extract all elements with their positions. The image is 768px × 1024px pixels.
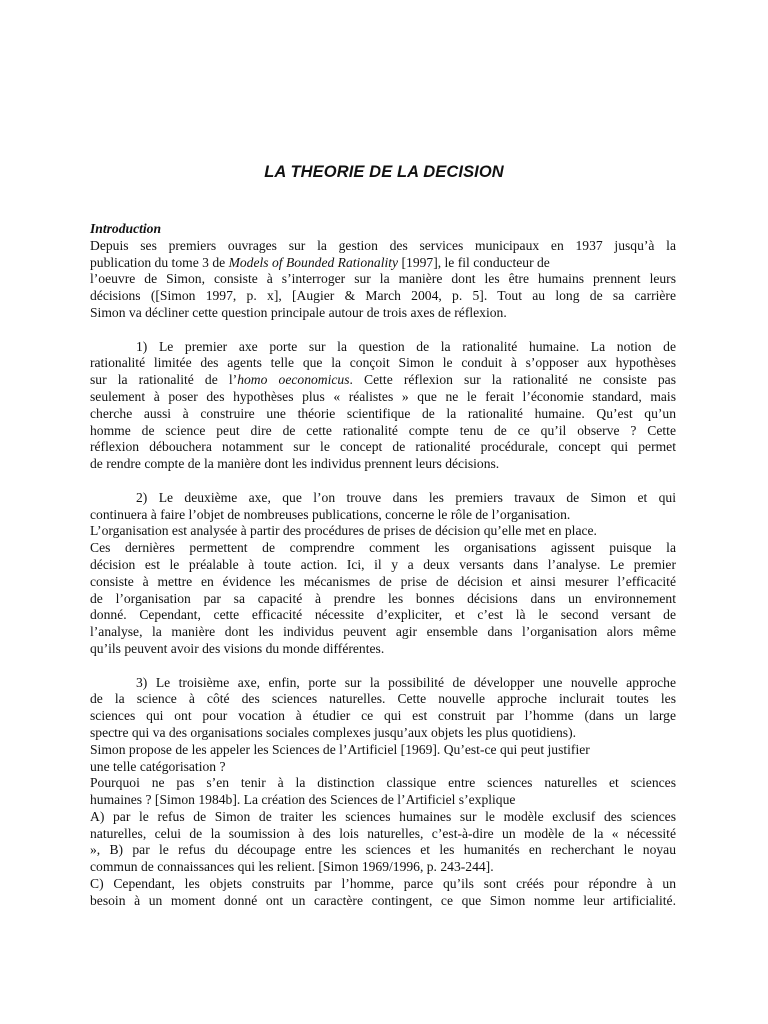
- text-line: Pourquoi ne pas s’en tenir à la distinction classique entre sciences naturelles et sciences: [90, 775, 676, 791]
- paragraph-gap: [90, 322, 676, 339]
- emphasis-term: homo oeconomicus: [237, 372, 350, 388]
- text-line: continuera à faire l’objet de nombreuses publications, concerne le rôle de l’organisation.: [90, 506, 571, 522]
- text-line: consiste à mettre en évidence les mécanismes de prise de décision et ainsi mesurer l’efficacité: [90, 573, 676, 589]
- text-line: spectre qui va des organisations sociales complexes jusqu’aux objets les plus quotidiens).: [90, 724, 577, 740]
- text-line: sciences qui ont pour vocation à étudier ce qui est construit par l’homme (dans un large: [90, 708, 676, 724]
- text-line: homme de science peut dire de cette rationalité compte tenu de ce qu’il observe ? Cette: [90, 422, 676, 438]
- intro-heading: Introduction: [90, 221, 162, 236]
- text-line: », B) par le refus du découpage entre les sciences et les humanités en recherchant le noyau: [90, 842, 676, 858]
- text-line: 2) Le deuxième axe, que l’on trouve dans les premiers travaux de Simon et qui: [136, 489, 676, 505]
- text-line: Depuis ses premiers ouvrages sur la gestion des services municipaux en 1937 jusqu’à la: [90, 237, 676, 253]
- text-line: de l’organisation par sa capacité à prendre les bonnes décisions dans un environnement: [90, 590, 676, 606]
- text-line: de la science à côté des sciences naturelles. Cette nouvelle approche inclurait toutes les: [90, 691, 676, 707]
- text-line: cherche aussi à construire une théorie scientifique de la rationalité humaine. Qu’est qu’un: [90, 405, 676, 421]
- text-line: réflexion débouchera notamment sur le concept de rationalité procédurale, concept qui permet: [90, 439, 676, 455]
- text-line: seulement à poser des hypothèses plus « réalistes » que ne le ferait l’économie standard, mais: [90, 388, 676, 404]
- text-line: l’analyse, la manière dont les individus peuvent agir ensemble dans l’organisation alors même: [90, 624, 676, 640]
- text-line: commun de connaissances qui les relient. [Simon 1969/1996, p. 243-244].: [90, 859, 494, 875]
- paragraph-gap: [90, 658, 676, 675]
- text-line: l’oeuvre de Simon, consiste à s’interroger sur la manière dont les être humains prennent leurs: [90, 271, 676, 287]
- axis3-paragraph: [90, 675, 676, 910]
- text-line: C) Cependant, les objets construits par l’homme, parce qu’ils sont créés pour répondre à un: [90, 876, 676, 892]
- axis1-paragraph: [90, 339, 676, 473]
- text-run: . Cette réflexion sur la rationalité ne consiste pas: [349, 372, 676, 388]
- text-line: naturelles, celui de la soumission à des lois naturelles, c’est-à-dire un modèle de la « nécessité: [90, 825, 676, 841]
- document-title: LA THEORIE DE LA DECISION: [264, 163, 504, 181]
- document-body: [90, 221, 676, 910]
- text-line: donné. Cependant, cette efficacité nécessite d’expliciter, et c’est là le second versant de: [90, 607, 676, 623]
- text-line: L’organisation est analysée à partir des procédures de prises de décision qu’elle met en place.: [90, 523, 597, 539]
- text-line: humaines ? [Simon 1984b]. La création des Sciences de l’Artificiel s’explique: [90, 792, 516, 808]
- axis2-paragraph: [90, 490, 676, 658]
- text-run: [1997], le fil conducteur de: [398, 254, 550, 270]
- text-line: une telle catégorisation ?: [90, 758, 226, 774]
- text-run: publication du tome 3 de: [90, 254, 229, 270]
- paragraph-gap: [90, 473, 676, 490]
- text-line: décisions ([Simon 1997, p. x], [Augier & March 2004, p. 5]. Tout au long de sa carrière: [90, 288, 676, 304]
- text-line: de rendre compte de la manière dont les individus prennent leurs décisions.: [90, 456, 500, 472]
- text-line: [90, 255, 676, 272]
- book-title: Models of Bounded Rationality: [228, 254, 399, 270]
- text-line: A) par le refus de Simon de traiter les sciences humaines sur le modèle exclusif des sciences: [90, 808, 676, 824]
- text-line: [90, 372, 676, 389]
- text-line: Simon propose de les appeler les Sciences de l’Artificiel [1969]. Qu’est-ce qui peut justifier: [90, 741, 590, 757]
- text-line: rationalité limitée des agents telle que la conçoit Simon le conduit à s’opposer aux hypothèses: [90, 355, 676, 371]
- text-line: Simon va décliner cette question principale autour de trois axes de réflexion.: [90, 304, 507, 320]
- text-run: sur la rationalité de l’: [90, 372, 238, 388]
- text-line: qu’ils peuvent avoir des visions du monde différentes.: [90, 640, 385, 656]
- text-line: 3) Le troisième axe, enfin, porte sur la possibilité de développer une nouvelle approche: [136, 674, 676, 690]
- intro-section: [90, 221, 676, 322]
- text-line: 1) Le premier axe porte sur la question de la rationalité humaine. La notion de: [136, 338, 676, 354]
- text-line: Ces dernières permettent de comprendre comment les organisations agissent puisque la: [90, 540, 676, 556]
- text-line: besoin à un moment donné ont un caractère contingent, ce que Simon nomme leur artificialité.: [90, 892, 676, 908]
- text-line: décision est le préalable à toute action. Ici, il y a deux versants dans l’analyse. Le premier: [90, 556, 676, 572]
